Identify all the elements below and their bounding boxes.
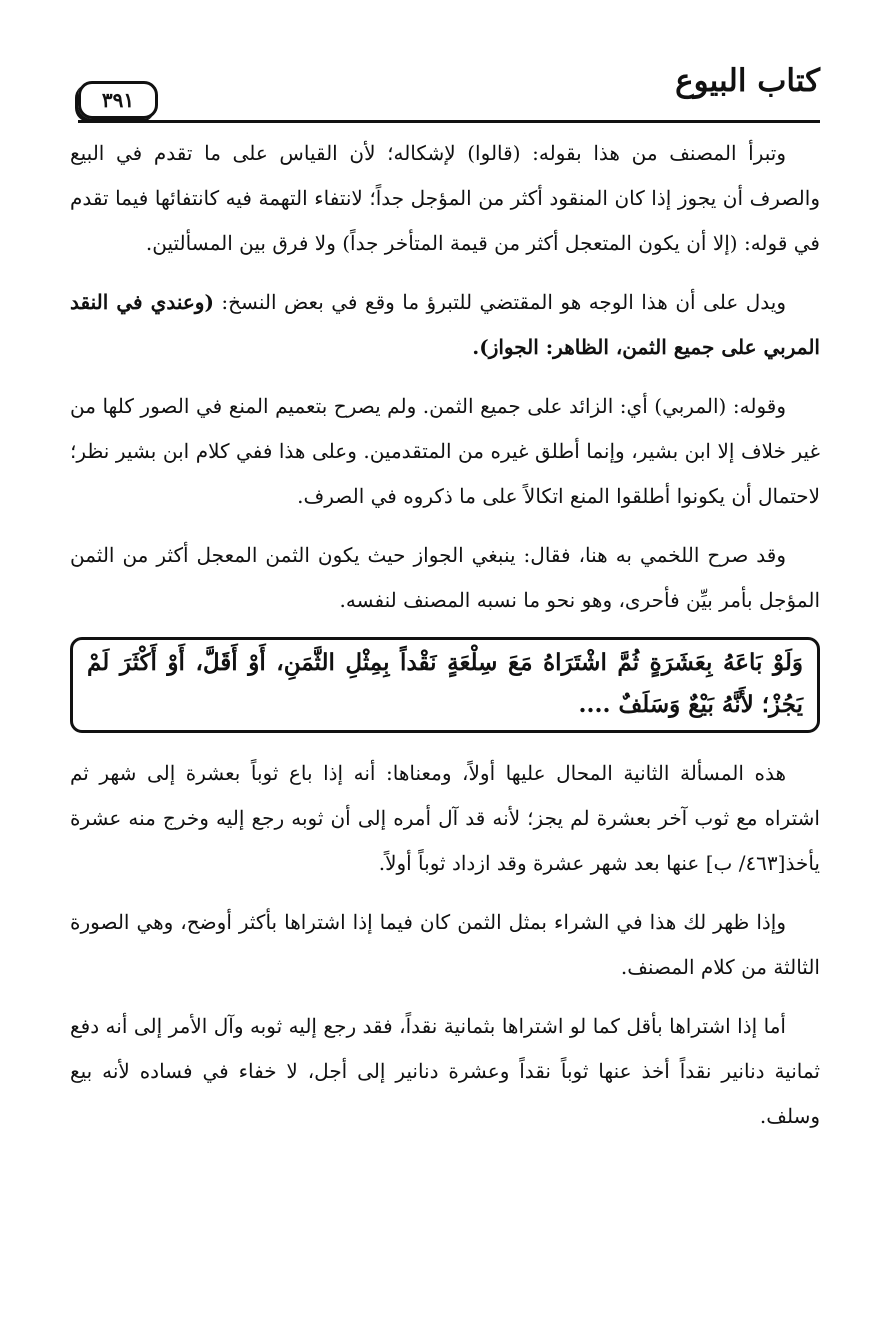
paragraph-5: هذه المسألة الثانية المحال عليها أولاً، ومعناها: أنه إذا باع ثوباً بعشرة إلى شهر ثم اشتراه مع ثوب آخر بعشرة لم يجز؛ لأنه قد آل أمره إلى أن ثوبه رجع إليه وخرج منه عشرة يأخذ[٤٦٣/ ب] عنها بعد شهر عشرة وقد ازداد ثوباً أولاً.	[70, 761, 820, 875]
header-divider	[78, 120, 820, 123]
book-page	[70, 55, 820, 1153]
paragraph-6: وإذا ظهر لك هذا في الشراء بمثل الثمن كان فيما إذا اشتراها بأكثر أوضح، وهي الصورة الثالثة من كلام المصنف.	[70, 910, 820, 979]
paragraph-1: وتبرأ المصنف من هذا بقوله: (قالوا) لإشكاله؛ لأن القياس على ما تقدم في البيع والصرف أن يجوز إذا كان المنقود أكثر من المؤجل جداً؛ لانتفاء التهمة فيه كانتفائها فيما تقدم في قوله: (إلا أن يكون المتعجل أكثر من قيمة المتأخر جداً) ولا فرق بين المسألتين.	[70, 141, 820, 255]
matn-text-box: وَلَوْ بَاعَهُ بِعَشَرَةٍ ثُمَّ اشْتَرَاهُ مَعَ سِلْعَةٍ نَقْداً بِمِثْلِ الثَّمَنِ، أَوْ أَقَلَّ، أَوْ أَكْثَرَ لَمْ يَجُزْ؛ لأَنَّهُ بَيْعٌ وَسَلَفٌ ....	[70, 637, 820, 733]
paragraph-2	[70, 280, 820, 370]
paragraph-4: وقد صرح اللخمي به هنا، فقال: ينبغي الجواز حيث يكون الثمن المعجل أكثر من الثمن المؤجل بأمر بيِّن فأحرى، وهو نحو ما نسبه المصنف لنفسه.	[70, 543, 820, 612]
running-header	[70, 55, 820, 127]
page-number-badge	[78, 81, 158, 119]
paragraph-2-quote: (وعندي في النقد المربي على جميع الثمن، الظاهر: الجواز).	[70, 290, 820, 359]
paragraph-3: وقوله: (المربي) أي: الزائد على جميع الثمن. ولم يصرح بتعميم المنع في الصور كلها من غير خلاف إلا ابن بشير، وإنما أطلق غيره من المتقدمين. وعلى هذا ففي كلام ابن بشير نظر؛ لاحتمال أن يكونوا أطلقوا المنع اتكالاً على ما ذكروه في الصرف.	[70, 394, 820, 508]
book-title: كتاب البيوع	[675, 63, 820, 99]
paragraph-7: أما إذا اشتراها بأقل كما لو اشتراها بثمانية نقداً، فقد رجع إليه ثوبه وآل الأمر إلى أنه دفع ثمانية دنانير نقداً أخذ عنها ثوباً نقداً وعشرة دنانير إلى أجل، لا خفاء في فساده لأنه بيع وسلف.	[70, 1014, 820, 1128]
page-number: ٣٩١	[101, 88, 135, 112]
paragraph-2-text: ويدل على أن هذا الوجه هو المقتضي للتبرؤ ما وقع في بعض النسخ:	[213, 290, 786, 314]
